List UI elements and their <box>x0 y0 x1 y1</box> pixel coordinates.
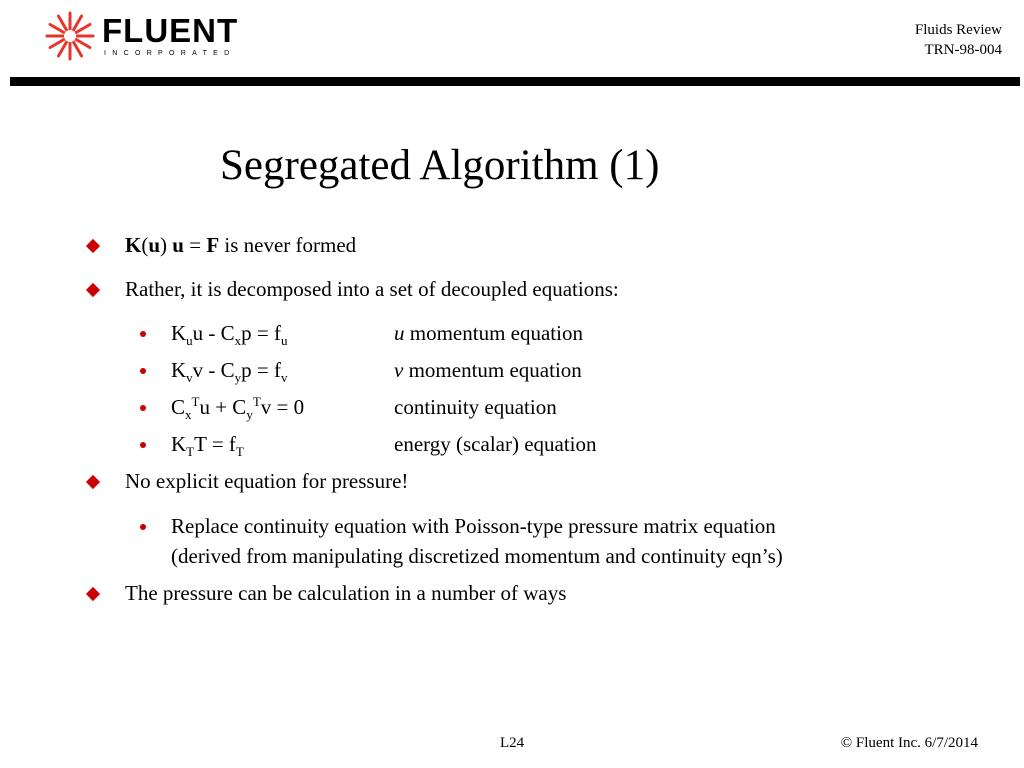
header-line-2: TRN-98-004 <box>924 42 1002 58</box>
bullet-text: The pressure can be calculation in a number of ways <box>125 581 567 605</box>
bullet-text: No explicit equation for pressure! <box>125 469 409 493</box>
bullet-text: Rather, it is decomposed into a set of decoupled equations: <box>125 277 619 301</box>
diamond-bullet-icon <box>86 475 100 489</box>
copyright: © Fluent Inc. 6/7/2014 <box>840 735 978 751</box>
logo-wordmark: FLUENT <box>102 12 239 49</box>
equation-description: energy (scalar) equation <box>394 432 597 456</box>
page-number: L24 <box>500 735 525 751</box>
diamond-bullet-icon <box>86 587 100 601</box>
logo-subtitle: INCORPORATED <box>104 50 236 57</box>
dot-bullet-icon <box>140 331 146 337</box>
fluent-logo <box>44 10 239 62</box>
dot-bullet-icon <box>140 524 146 530</box>
dot-bullet-icon <box>140 405 146 411</box>
header-line-1: Fluids Review <box>914 22 1002 38</box>
equation-description: u momentum equation <box>394 321 583 345</box>
diamond-bullet-icon <box>86 239 100 253</box>
equation-description: continuity equation <box>394 395 557 419</box>
header-rule <box>10 77 1020 86</box>
header-info <box>915 20 1002 60</box>
equation-description: v momentum equation <box>394 358 582 382</box>
equation: $K_vv - C_yp = f_v$ <box>171 358 288 386</box>
starburst-icon <box>44 10 96 62</box>
equation: $K_uu - C_xp = f_u$ <box>171 321 288 349</box>
slide-title: Segregated Algorithm (1) <box>220 142 660 189</box>
equation: $K_TT = f_T$ <box>171 432 244 460</box>
sub-bullet-text: Replace continuity equation with Poisson-type pressure matrix equation (derived from manipulating discretized momentum and continuity eqn’s) <box>171 514 783 568</box>
equation: $C_x^Tu + C_y^Tv = 0$ <box>171 394 305 423</box>
bullet-text: K(u) u = F is never formed <box>125 233 357 257</box>
dot-bullet-icon <box>140 368 146 374</box>
diamond-bullet-icon <box>86 283 100 297</box>
dot-bullet-icon <box>140 442 146 448</box>
